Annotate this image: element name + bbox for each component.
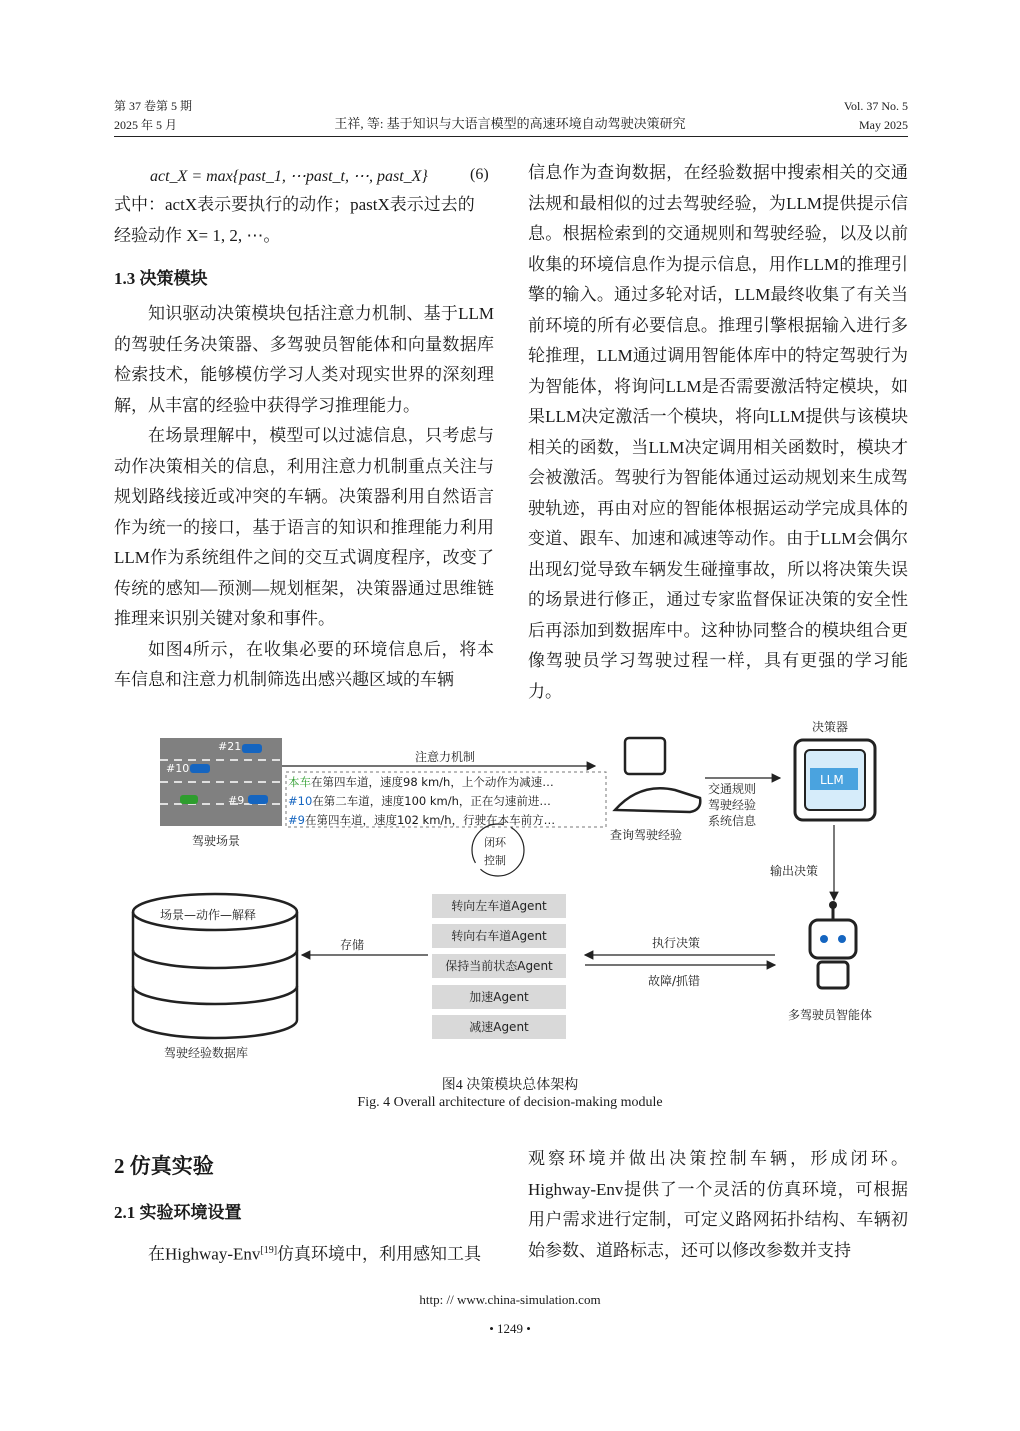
driver-agent-label: 多驾驶员智能体 xyxy=(788,1008,873,1022)
figure-caption-cn: 图4 决策模块总体架构 xyxy=(441,1078,579,1093)
section-1-3-heading: 1.3 决策模块 xyxy=(114,269,208,288)
agent-turn-right: 转向右车道Agent xyxy=(432,924,566,948)
car-9-icon xyxy=(248,795,268,804)
equation-number: (6) xyxy=(470,166,489,183)
store-label: 存储 xyxy=(340,938,365,952)
agent-decelerate: 减速Agent xyxy=(432,1015,566,1039)
citation-19: [19] xyxy=(260,1245,278,1256)
agent-keep-state: 保持当前状态Agent xyxy=(432,954,566,978)
rules-label-2: 驾驶经验 xyxy=(708,798,757,812)
section-2-heading: 2 仿真实验 xyxy=(114,1154,214,1178)
execute-label: 执行决策 xyxy=(652,936,701,950)
section2-left-text: 在Highway-Env xyxy=(148,1244,261,1264)
agent-turn-left: 转向左车道Agent xyxy=(432,894,566,918)
ego-car-icon xyxy=(180,795,198,804)
rules-label-3: 系统信息 xyxy=(708,814,757,828)
section2-left-para xyxy=(114,1236,494,1270)
right-para-1: 信息作为查询数据，在经验数据中搜索相关的交通法规和最相似的过去驾驶经验，为LLM提供提示信息。根据检索到的交通规则和驾驶经验，以及以前收集的环境信息作为提示信息，用作LLM的推理引擎的输入。通过多轮对话，LLM最终收集了有关当前环境的所有必要信息。推理引擎根据输入进行多轮推理，LLM通过调用智能体库中的特定驾驶行为为智能体，将询问LLM是否需要激活特定模块，如果LLM决定激活一个模块，将向LLM提供与该模块相关的函数，当LLM决定调用相关函数时，模块才会被激活。驾驶行为智能体通过运动规划来生成驾驶轨迹，再由对应的智能体根据运动学完成具体的变道、跟车、加速和减速等动作。由于LLM会偶尔出现幻觉导致车辆发生碰撞事故，所以将决策失误的场景进行修正，通过专家监督保证决策的安全性后再添加到数据库中。这种协同整合的模块组合更像驾驶员学习驾驶过程一样，具有更强的学习能力。 xyxy=(528,163,908,701)
llm-label: LLM xyxy=(820,773,844,787)
info-line-2 xyxy=(288,793,551,809)
info-line-3 xyxy=(288,812,555,828)
right-body xyxy=(528,158,908,707)
info-tag-ego: 本车 xyxy=(288,775,311,789)
eq-explain-line2: 经验动作 X= 1, 2, ⋯。 xyxy=(114,225,281,245)
car9-label: #9 xyxy=(228,794,245,807)
equation-explanation xyxy=(114,190,494,251)
left-para-1: 知识驱动决策模块包括注意力机制、基于LLM的驾驶任务决策器、多驾驶员智能体和向量数据库检索技术，能够模仿学习人类对现实世界的深刻理解，从丰富的经验中获得学习推理能力。 xyxy=(114,304,494,415)
loop-label-1: 闭环 xyxy=(484,836,506,849)
query-label: 查询驾驶经验 xyxy=(610,828,683,842)
car-icon xyxy=(615,788,700,812)
page-number: • 1249 • xyxy=(489,1321,531,1336)
section2-right-para: 观察环境并做出决策控制车辆，形成闭环。Highway-Env提供了一个灵活的仿真环境，可根据用户需求进行定制，可定义路网拓扑结构、车辆初始参数、道路标志，还可以修改参数并支持 xyxy=(528,1149,908,1260)
info-text-2: 在第二车道，速度100 km/h，正在匀速前进… xyxy=(312,794,551,808)
footer-url: http: // www.china-simulation.com xyxy=(419,1292,601,1307)
eq-explain-line1: 式中：actX表示要执行的动作；pastX表示过去的 xyxy=(114,195,475,214)
scene-label: 驾驶场景 xyxy=(192,834,241,848)
car-10-icon xyxy=(190,764,210,773)
db-top-label: 场景—动作—解释 xyxy=(160,908,257,922)
equation-6: act_X = max{past_1, ⋯past_t, ⋯, past_X} xyxy=(150,168,428,185)
header-title: 王祥, 等: 基于知识与大语言模型的高速环境自动驾驶决策研究 xyxy=(334,116,686,131)
info-text-3: 在第四车道，速度102 km/h，行驶在本车前方… xyxy=(304,813,556,827)
processor-icon xyxy=(625,738,665,774)
agent-accelerate: 加速Agent xyxy=(432,985,566,1009)
rules-label-1: 交通规则 xyxy=(708,782,757,796)
info-line-1 xyxy=(288,774,554,790)
loop-label-2: 控制 xyxy=(484,854,506,867)
section-2-1-heading: 2.1 实验环境设置 xyxy=(114,1203,242,1222)
header-date-en: May 2025 xyxy=(859,118,908,132)
info-tag-10: #10 xyxy=(288,794,313,808)
left-body xyxy=(114,299,494,696)
db-label: 驾驶经验数据库 xyxy=(164,1046,249,1060)
header-date-cn: 2025 年 5 月 xyxy=(114,118,178,132)
fault-label: 故障/抓错 xyxy=(648,974,701,988)
decider-label: 决策器 xyxy=(812,720,849,734)
header-volume-cn: 第 37 卷第 5 期 xyxy=(114,99,193,113)
car-21-icon xyxy=(242,744,262,753)
header-volume-en: Vol. 37 No. 5 xyxy=(843,99,908,113)
car10-label: #10 xyxy=(166,762,190,775)
section2-right-body xyxy=(528,1144,908,1266)
info-tag-9: #9 xyxy=(288,813,305,827)
attention-label: 注意力机制 xyxy=(415,750,476,764)
car21-label: #21 xyxy=(218,740,242,753)
output-label: 输出决策 xyxy=(770,864,819,878)
section2-left-body xyxy=(114,1236,494,1270)
left-para-3: 如图4所示，在收集必要的环境信息后，将本车信息和注意力机制筛选出感兴趣区域的车辆 xyxy=(114,639,494,689)
figure-caption-en: Fig. 4 Overall architecture of decision-making module xyxy=(357,1095,663,1110)
info-text-1: 在第四车道，速度98 km/h，上个动作为减速… xyxy=(311,775,554,789)
header-rule xyxy=(114,136,908,137)
loop-control-icon xyxy=(472,824,524,876)
left-para-2: 在场景理解中，模型可以过滤信息，只考虑与动作决策相关的信息，利用注意力机制重点关注与规划路线接近或冲突的车辆。决策器利用自然语言作为统一的接口，基于语言的知识和推理能力利用LLM作为系统组件之间的交互式调度程序，改变了传统的感知—预测—规划框架，决策器通过思维链推理来识别关键对象和事件。 xyxy=(114,426,494,628)
section2-left-text-rest: 仿真环境中，利用感知工具 xyxy=(277,1244,482,1264)
figure-4 xyxy=(130,710,910,1070)
robot-icon xyxy=(810,901,856,988)
